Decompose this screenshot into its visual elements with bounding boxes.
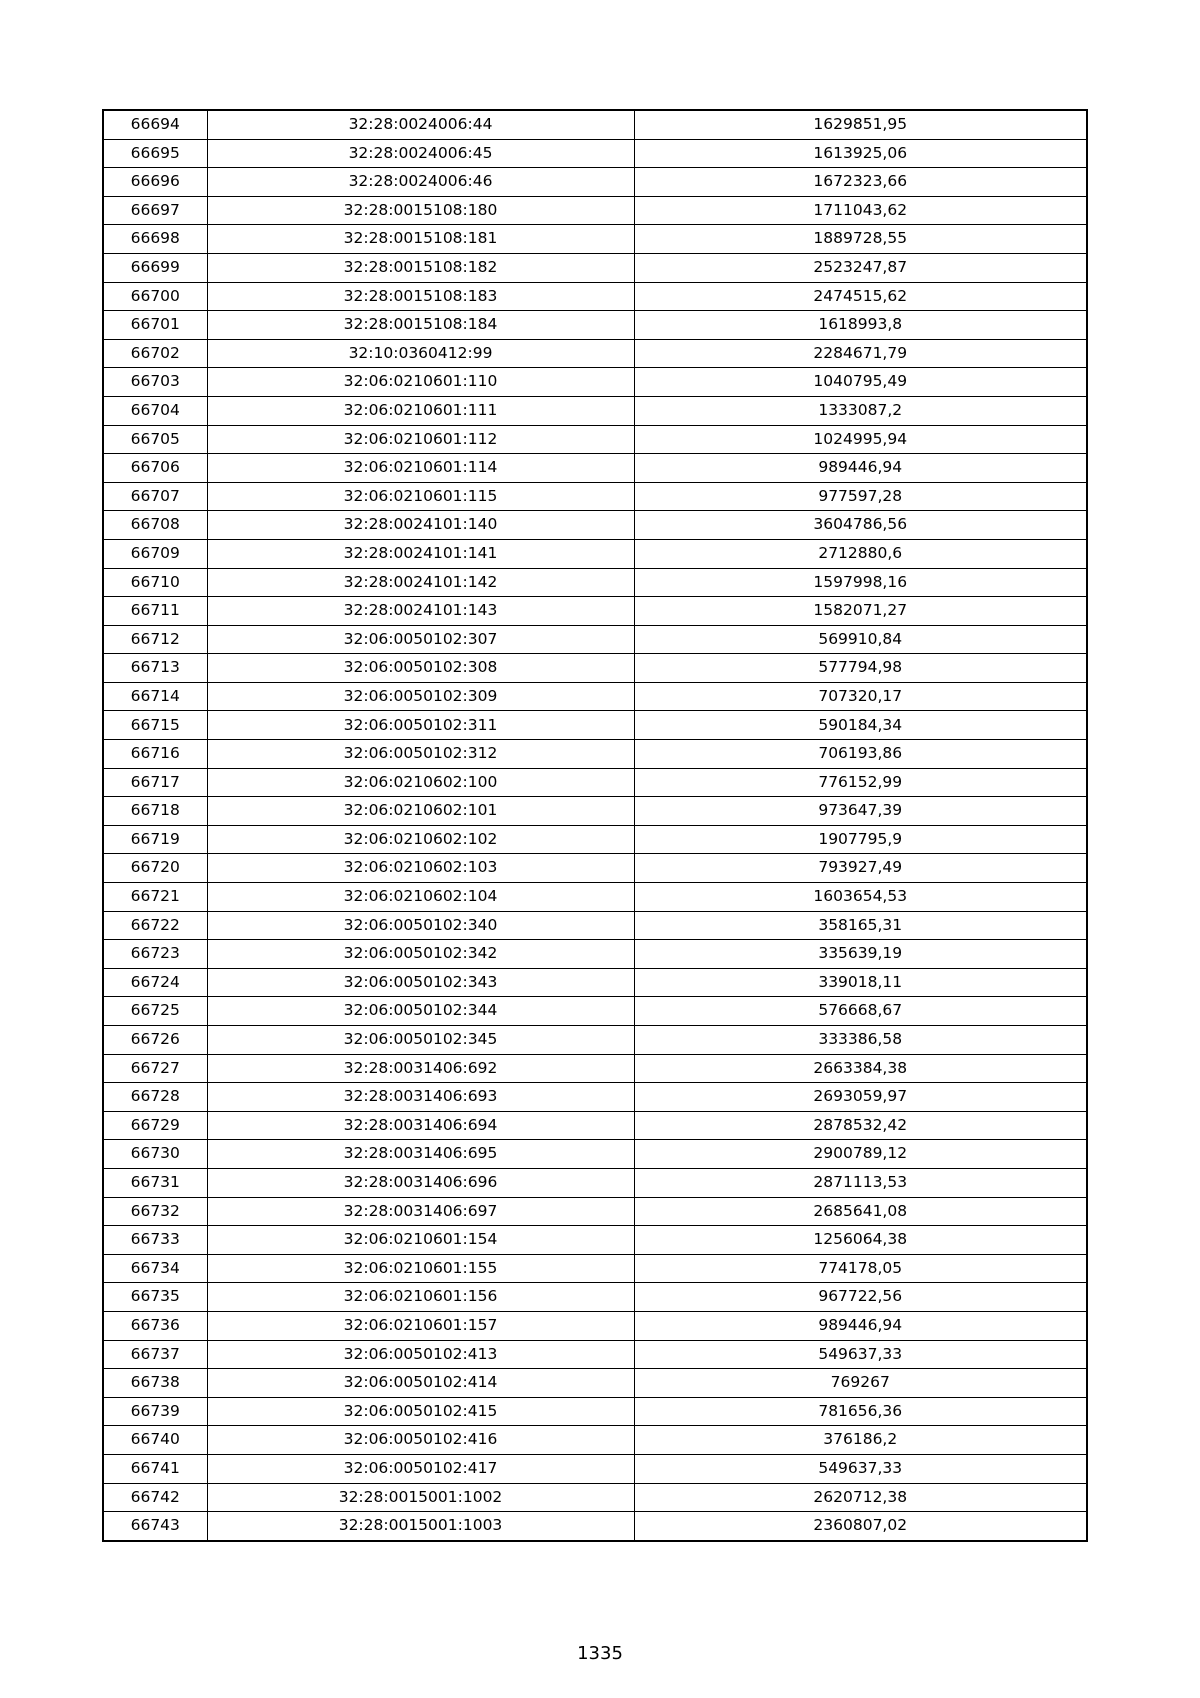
row-number-cell: 66704 (103, 396, 207, 425)
cadastral-value-cell: 973647,39 (634, 797, 1087, 826)
cadastral-value-cell: 1256064,38 (634, 1226, 1087, 1255)
table-row (103, 539, 1087, 568)
table-row (103, 282, 1087, 311)
table-row (103, 1483, 1087, 1512)
table-row (103, 1283, 1087, 1312)
row-number-cell: 66709 (103, 539, 207, 568)
cadastral-value-cell: 339018,11 (634, 968, 1087, 997)
table-row (103, 368, 1087, 397)
table-row (103, 911, 1087, 940)
cadastral-value-cell: 774178,05 (634, 1254, 1087, 1283)
cadastral-number-cell: 32:06:0210601:115 (207, 482, 634, 511)
table-row (103, 854, 1087, 883)
table-row (103, 825, 1087, 854)
table-row (103, 511, 1087, 540)
table-row (103, 311, 1087, 340)
cadastral-number-cell: 32:06:0050102:344 (207, 997, 634, 1026)
table-row (103, 940, 1087, 969)
cadastral-value-cell: 333386,58 (634, 1026, 1087, 1055)
cadastral-number-cell: 32:06:0210602:102 (207, 825, 634, 854)
cadastral-value-cell: 576668,67 (634, 997, 1087, 1026)
cadastral-value-cell: 1582071,27 (634, 597, 1087, 626)
table-row (103, 1026, 1087, 1055)
cadastral-number-cell: 32:28:0024101:142 (207, 568, 634, 597)
cadastral-value-cell: 358165,31 (634, 911, 1087, 940)
cadastral-value-cell: 793927,49 (634, 854, 1087, 883)
row-number-cell: 66719 (103, 825, 207, 854)
cadastral-value-cell: 549637,33 (634, 1340, 1087, 1369)
cadastral-value-cell: 2871113,53 (634, 1168, 1087, 1197)
cadastral-number-cell: 32:06:0050102:312 (207, 740, 634, 769)
table-row (103, 1168, 1087, 1197)
table-row (103, 339, 1087, 368)
row-number-cell: 66733 (103, 1226, 207, 1255)
cadastral-value-cell: 1613925,06 (634, 139, 1087, 168)
cadastral-value-cell: 577794,98 (634, 654, 1087, 683)
cadastral-number-cell: 32:28:0024101:143 (207, 597, 634, 626)
cadastral-number-cell: 32:06:0210602:104 (207, 883, 634, 912)
cadastral-value-cell: 1618993,8 (634, 311, 1087, 340)
cadastral-number-cell: 32:06:0210601:112 (207, 425, 634, 454)
table-row (103, 139, 1087, 168)
row-number-cell: 66729 (103, 1111, 207, 1140)
cadastral-value-cell: 1907795,9 (634, 825, 1087, 854)
cadastral-number-cell: 32:28:0031406:694 (207, 1111, 634, 1140)
row-number-cell: 66706 (103, 454, 207, 483)
row-number-cell: 66701 (103, 311, 207, 340)
cadastral-number-cell: 32:06:0210601:157 (207, 1311, 634, 1340)
table-row (103, 1369, 1087, 1398)
row-number-cell: 66716 (103, 740, 207, 769)
table-row (103, 1311, 1087, 1340)
cadastral-number-cell: 32:06:0050102:342 (207, 940, 634, 969)
cadastral-value-cell: 2900789,12 (634, 1140, 1087, 1169)
cadastral-value-cell: 1889728,55 (634, 225, 1087, 254)
table-row (103, 625, 1087, 654)
cadastral-number-cell: 32:06:0050102:343 (207, 968, 634, 997)
cadastral-value-cell: 1672323,66 (634, 168, 1087, 197)
cadastral-number-cell: 32:06:0050102:413 (207, 1340, 634, 1369)
cadastral-value-cell: 376186,2 (634, 1426, 1087, 1455)
row-number-cell: 66699 (103, 253, 207, 282)
table-row (103, 168, 1087, 197)
table-row (103, 883, 1087, 912)
cadastral-value-cell: 549637,33 (634, 1454, 1087, 1483)
row-number-cell: 66741 (103, 1454, 207, 1483)
row-number-cell: 66714 (103, 682, 207, 711)
row-number-cell: 66713 (103, 654, 207, 683)
cadastral-number-cell: 32:28:0024101:140 (207, 511, 634, 540)
row-number-cell: 66710 (103, 568, 207, 597)
row-number-cell: 66720 (103, 854, 207, 883)
row-number-cell: 66724 (103, 968, 207, 997)
table-row (103, 454, 1087, 483)
row-number-cell: 66743 (103, 1512, 207, 1541)
table-row (103, 997, 1087, 1026)
cadastral-number-cell: 32:28:0024006:46 (207, 168, 634, 197)
table-row (103, 1340, 1087, 1369)
table-row (103, 482, 1087, 511)
cadastral-value-cell: 989446,94 (634, 454, 1087, 483)
cadastral-number-cell: 32:06:0050102:309 (207, 682, 634, 711)
row-number-cell: 66708 (103, 511, 207, 540)
cadastral-value-cell: 1333087,2 (634, 396, 1087, 425)
cadastral-value-cell: 2712880,6 (634, 539, 1087, 568)
row-number-cell: 66735 (103, 1283, 207, 1312)
cadastral-number-cell: 32:28:0031406:697 (207, 1197, 634, 1226)
row-number-cell: 66726 (103, 1026, 207, 1055)
table-row (103, 1197, 1087, 1226)
cadastral-value-cell: 2685641,08 (634, 1197, 1087, 1226)
cadastral-value-table (102, 109, 1088, 1542)
cadastral-number-cell: 32:06:0210601:110 (207, 368, 634, 397)
row-number-cell: 66725 (103, 997, 207, 1026)
table-row (103, 654, 1087, 683)
table-row (103, 110, 1087, 139)
cadastral-number-cell: 32:06:0050102:416 (207, 1426, 634, 1455)
cadastral-number-cell: 32:10:0360412:99 (207, 339, 634, 368)
row-number-cell: 66705 (103, 425, 207, 454)
cadastral-number-cell: 32:06:0210601:155 (207, 1254, 634, 1283)
cadastral-number-cell: 32:06:0050102:308 (207, 654, 634, 683)
table-row (103, 711, 1087, 740)
cadastral-number-cell: 32:28:0031406:693 (207, 1083, 634, 1112)
table-row (103, 396, 1087, 425)
table-row (103, 1054, 1087, 1083)
row-number-cell: 66698 (103, 225, 207, 254)
cadastral-value-cell: 769267 (634, 1369, 1087, 1398)
cadastral-number-cell: 32:06:0050102:345 (207, 1026, 634, 1055)
cadastral-number-cell: 32:06:0050102:415 (207, 1397, 634, 1426)
row-number-cell: 66734 (103, 1254, 207, 1283)
row-number-cell: 66730 (103, 1140, 207, 1169)
table-row (103, 1254, 1087, 1283)
cadastral-number-cell: 32:06:0050102:417 (207, 1454, 634, 1483)
table-body (103, 110, 1087, 1541)
cadastral-value-cell: 2360807,02 (634, 1512, 1087, 1541)
cadastral-value-cell: 707320,17 (634, 682, 1087, 711)
cadastral-value-cell: 1603654,53 (634, 883, 1087, 912)
row-number-cell: 66736 (103, 1311, 207, 1340)
table-row (103, 597, 1087, 626)
cadastral-value-cell: 2284671,79 (634, 339, 1087, 368)
cadastral-value-cell: 977597,28 (634, 482, 1087, 511)
table-row (103, 1454, 1087, 1483)
table-row (103, 1426, 1087, 1455)
cadastral-number-cell: 32:28:0024006:45 (207, 139, 634, 168)
row-number-cell: 66694 (103, 110, 207, 139)
cadastral-number-cell: 32:06:0050102:340 (207, 911, 634, 940)
row-number-cell: 66711 (103, 597, 207, 626)
table-row (103, 1397, 1087, 1426)
cadastral-number-cell: 32:28:0015001:1003 (207, 1512, 634, 1541)
table-row (103, 1111, 1087, 1140)
cadastral-value-cell: 2474515,62 (634, 282, 1087, 311)
cadastral-number-cell: 32:28:0031406:695 (207, 1140, 634, 1169)
cadastral-value-cell: 1711043,62 (634, 196, 1087, 225)
row-number-cell: 66702 (103, 339, 207, 368)
table-row (103, 1226, 1087, 1255)
cadastral-value-cell: 989446,94 (634, 1311, 1087, 1340)
cadastral-value-cell: 776152,99 (634, 768, 1087, 797)
row-number-cell: 66707 (103, 482, 207, 511)
table-row (103, 797, 1087, 826)
row-number-cell: 66728 (103, 1083, 207, 1112)
cadastral-value-cell: 2878532,42 (634, 1111, 1087, 1140)
table-row (103, 253, 1087, 282)
cadastral-number-cell: 32:28:0024006:44 (207, 110, 634, 139)
row-number-cell: 66718 (103, 797, 207, 826)
row-number-cell: 66695 (103, 139, 207, 168)
row-number-cell: 66727 (103, 1054, 207, 1083)
cadastral-number-cell: 32:28:0015108:184 (207, 311, 634, 340)
cadastral-number-cell: 32:28:0015108:183 (207, 282, 634, 311)
cadastral-number-cell: 32:06:0210602:100 (207, 768, 634, 797)
row-number-cell: 66740 (103, 1426, 207, 1455)
table-row (103, 682, 1087, 711)
table-row (103, 425, 1087, 454)
cadastral-value-cell: 2523247,87 (634, 253, 1087, 282)
row-number-cell: 66731 (103, 1168, 207, 1197)
cadastral-value-cell: 2693059,97 (634, 1083, 1087, 1112)
cadastral-value-cell: 1040795,49 (634, 368, 1087, 397)
cadastral-number-cell: 32:28:0015108:181 (207, 225, 634, 254)
cadastral-value-cell: 1629851,95 (634, 110, 1087, 139)
row-number-cell: 66742 (103, 1483, 207, 1512)
table-row (103, 1083, 1087, 1112)
cadastral-number-cell: 32:06:0050102:414 (207, 1369, 634, 1398)
cadastral-number-cell: 32:06:0050102:311 (207, 711, 634, 740)
cadastral-value-cell: 1597998,16 (634, 568, 1087, 597)
cadastral-value-cell: 706193,86 (634, 740, 1087, 769)
row-number-cell: 66738 (103, 1369, 207, 1398)
table-row (103, 1140, 1087, 1169)
row-number-cell: 66732 (103, 1197, 207, 1226)
row-number-cell: 66712 (103, 625, 207, 654)
page-number: 1335 (577, 1643, 623, 1664)
cadastral-value-cell: 2663384,38 (634, 1054, 1087, 1083)
cadastral-value-cell: 781656,36 (634, 1397, 1087, 1426)
row-number-cell: 66739 (103, 1397, 207, 1426)
row-number-cell: 66737 (103, 1340, 207, 1369)
cadastral-value-cell: 569910,84 (634, 625, 1087, 654)
cadastral-value-cell: 590184,34 (634, 711, 1087, 740)
table-row (103, 196, 1087, 225)
cadastral-value-cell: 3604786,56 (634, 511, 1087, 540)
cadastral-value-cell: 335639,19 (634, 940, 1087, 969)
table-row (103, 225, 1087, 254)
cadastral-number-cell: 32:28:0015001:1002 (207, 1483, 634, 1512)
cadastral-number-cell: 32:06:0210602:103 (207, 854, 634, 883)
cadastral-number-cell: 32:28:0015108:180 (207, 196, 634, 225)
row-number-cell: 66717 (103, 768, 207, 797)
table-row (103, 568, 1087, 597)
row-number-cell: 66722 (103, 911, 207, 940)
cadastral-value-cell: 1024995,94 (634, 425, 1087, 454)
cadastral-number-cell: 32:06:0210601:154 (207, 1226, 634, 1255)
cadastral-number-cell: 32:06:0210601:156 (207, 1283, 634, 1312)
cadastral-number-cell: 32:28:0024101:141 (207, 539, 634, 568)
cadastral-value-cell: 967722,56 (634, 1283, 1087, 1312)
row-number-cell: 66721 (103, 883, 207, 912)
cadastral-number-cell: 32:06:0210601:111 (207, 396, 634, 425)
cadastral-number-cell: 32:06:0210601:114 (207, 454, 634, 483)
cadastral-number-cell: 32:28:0031406:692 (207, 1054, 634, 1083)
table-row (103, 968, 1087, 997)
table-row (103, 1512, 1087, 1541)
row-number-cell: 66697 (103, 196, 207, 225)
row-number-cell: 66696 (103, 168, 207, 197)
cadastral-number-cell: 32:06:0210602:101 (207, 797, 634, 826)
cadastral-number-cell: 32:28:0015108:182 (207, 253, 634, 282)
row-number-cell: 66715 (103, 711, 207, 740)
row-number-cell: 66723 (103, 940, 207, 969)
row-number-cell: 66703 (103, 368, 207, 397)
cadastral-value-cell: 2620712,38 (634, 1483, 1087, 1512)
cadastral-number-cell: 32:28:0031406:696 (207, 1168, 634, 1197)
table-row (103, 768, 1087, 797)
table-row (103, 740, 1087, 769)
row-number-cell: 66700 (103, 282, 207, 311)
cadastral-number-cell: 32:06:0050102:307 (207, 625, 634, 654)
